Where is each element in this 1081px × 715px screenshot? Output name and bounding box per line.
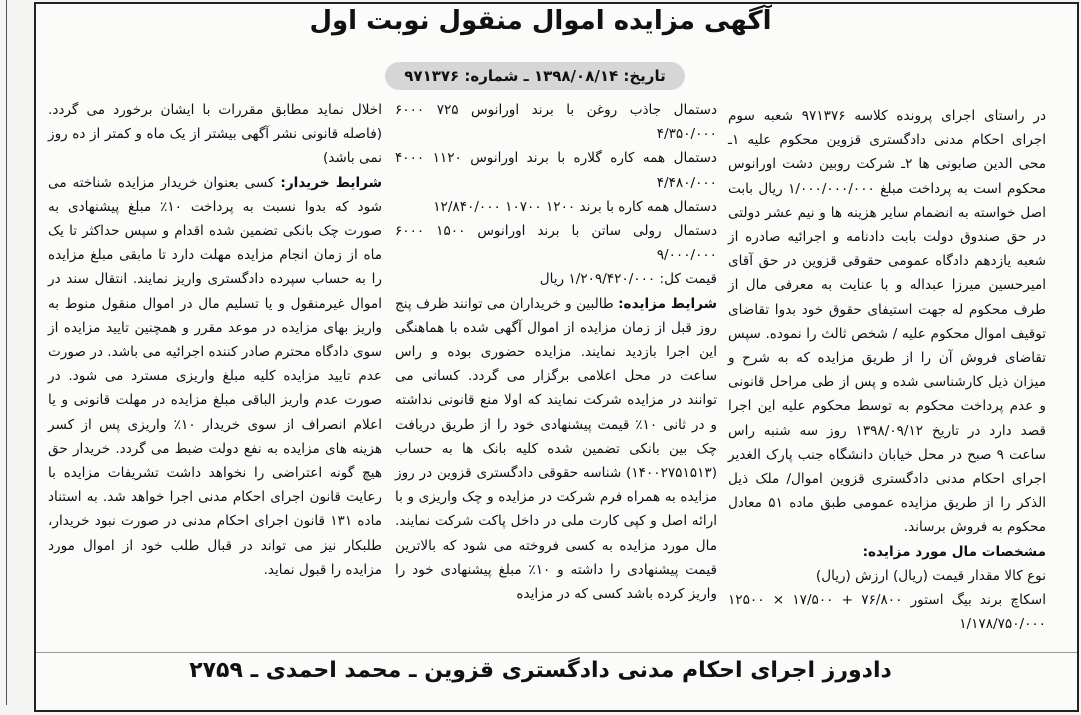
left-column [43, 98, 382, 582]
total-price: قیمت کل: ۱/۲۰۹/۴۲۰/۰۰۰ ریال [539, 271, 717, 288]
item-row: دستمال رولی ساتن با برند اورانوس ۱۵۰۰ ۶۰۰۰ ۹/۰۰۰/۰۰۰ [390, 223, 717, 264]
buyer-body: کسی بعنوان خریدار مزایده شناخته می شود که بدوا نسبت به پرداخت ۱۰٪ مبلغ پیشنهادی به صورت چک بانکی تضمین شده اقدام و سپس حداکثر تا یک ماه از زمان انجام مزایده مهلت دارد تا مابقی مبلغ مزایده را به حساب سپرده دادگستری واریز نمایند. انتقال سند در اموال غیرمنقول و یا تسلیم مال در اموال منقول منوط به واریز بهای مزایده در موعد مقرر و همچنین تایید مزایده از سوی دادگاه محترم صادر کننده اجرائیه می باشد. در صورت عدم تایید مزایده کلیه مبلغ واریزی مسترد می شود. در صورت عدم واریز الباقی مبلغ مزایده در مهلت قانونی و یا اعلام انصراف از سوی خریدار ۱۰٪ واریزی پس از کسر هزینه های مزایده به نفع دولت ضبط می گردد. خریدار حق هیچ گونه اعتراضی را نخواهد داشت تشریفات مزایده با رعایت قانون اجرای احکام مدنی اجرا خواهد شد. به استناد ماده ۱۳۱ قانون اجرای احکام مدنی در صورت نبود خریدار، طلبکار نیز می تواند در قبال طلب خود از اموال مورد مزایده را قبول نماید. [43, 174, 382, 578]
spec-heading: مشخصات مال مورد مزایده: [862, 543, 1046, 560]
right-column-body: در راستای اجرای پرونده کلاسه ۹۷۱۳۷۶ شعبه سوم اجرای احکام مدنی دادگستری قزوین محکوم علیه ۱ـ محی الدین صابونی ها ۲ـ شرکت روبین دشت اورانوس محکوم است به پرداخت مبلغ ۱/۰۰۰/۰۰۰/۰۰۰ ریال بابت اصل خواسته به انضمام سایر هزینه ها و نیم عشر دولتی در حق صندوق دولت بابت دادنامه و اجرائیه صادره از شعبه یازدهم دادگاه عمومی حقوقی قزوین در حق آقای امیرحسین میرزا عبداله و با عنایت به معرفی مال از طرف محکوم له جهت استیفای حقوق خود بدوا تقاضای توقیف اموال محکوم علیه / شخص ثالث را نموده. سپس تقاضای فروش آن را از طریق مزایده که به شرح و میزان ذیل کارشناسی شده و پس از طی مراحل قانونی و عدم پرداخت محکوم به توسط محکوم علیه این اجرا قصد دارد در تاریخ ۱۳۹۸/۰۹/۱۲ روز سه شنبه راس ساعت ۹ صبح در محل خیابان دانشگاه جنب پارک الغدیر اجرای احکام مدنی دادگستری قزوین اموال/ ملک ذیل الذکر را از طریق مزایده عمومی طبق ماده ۵۱ معادل محکوم به فروش برساند. [723, 108, 1047, 536]
item-row: دستمال همه کاره گلاره با برند اورانوس ۱۱۲۰ ۴۰۰۰ ۴/۴۸۰/۰۰۰ [390, 150, 717, 191]
item-row: دستمال جاذب روغن با برند اورانوس ۷۲۵ ۶۰۰۰ ۴/۳۵۰/۰۰۰ [390, 102, 717, 143]
middle-column [390, 98, 717, 606]
item-row: دستمال همه کاره با برند ۱۲۰۰ ۱۰۷۰۰ ۱۲/۸۴۰/۰۰۰ [433, 198, 717, 215]
date-number-bar: تاریخ: ۱۳۹۸/۰۸/۱۴ ـ شماره: ۹۷۱۳۷۶ [385, 62, 685, 90]
conditions-heading: شرایط مزایده: [618, 295, 717, 312]
conditions-body: طالبین و خریداران می توانند ظرف پنج روز قبل از زمان مزایده از اموال آگهی شده با هماهنگی این اجرا بازدید نمایند. مزایده حضوری بوده و راس ساعت در محل اعلامی برگزار می گردد. کسانی می توانند در مزایده شرکت نمایند که اولا منع قانونی نداشته و در ثانی ۱۰٪ قیمت پیشنهادی خود را از طریق دریافت چک بین بانکی تضمین شده کلیه بانک ها به حساب (۱۴۰۰۲۷۵۱۵۱۳) شناسه حقوقی دادگستری قزوین در روز مزایده به همراه فرم شرکت در مزایده و چک واریزی و با ارائه اصل و کپی کارت ملی در داخل پاکت شرکت نمایند. مال مورد مزایده به کسی فروخته می شود که بالاترین قیمت پیشنهادی را داشته و ۱۰٪ مبلغ پیشنهادی خود را واریز کرده باشد کسی که در مزایده [390, 295, 717, 603]
left-column-top: اخلال نماید مطابق مقررات با ایشان برخورد می گردد. (فاصله قانونی نشر آگهی بیشتر از یک ماه و کمتر از ده روز نمی باشد) [43, 102, 382, 167]
footer-signature: دادورز اجرای احکام مدنی دادگستری قزوین ـ محمد احمدی ـ ۲۷۵۹ [189, 658, 892, 683]
spec-columns: نوع کالا مقدار قیمت (ریال) ارزش (ریال) [815, 567, 1046, 584]
footer-divider [36, 652, 1077, 653]
notice-title: آگهی مزایده اموال منقول نوبت اول [309, 6, 772, 36]
buyer-heading: شرایط خریدار: [280, 174, 382, 191]
right-column [723, 104, 1047, 636]
page-edge-line [6, 0, 7, 705]
spec-row: اسکاچ برند بیگ استور ۷۶/۸۰۰ + ۱۷/۵۰۰ × ۱۲۵۰۰ ۱/۱۷۸/۷۵۰/۰۰۰ [723, 592, 1046, 633]
